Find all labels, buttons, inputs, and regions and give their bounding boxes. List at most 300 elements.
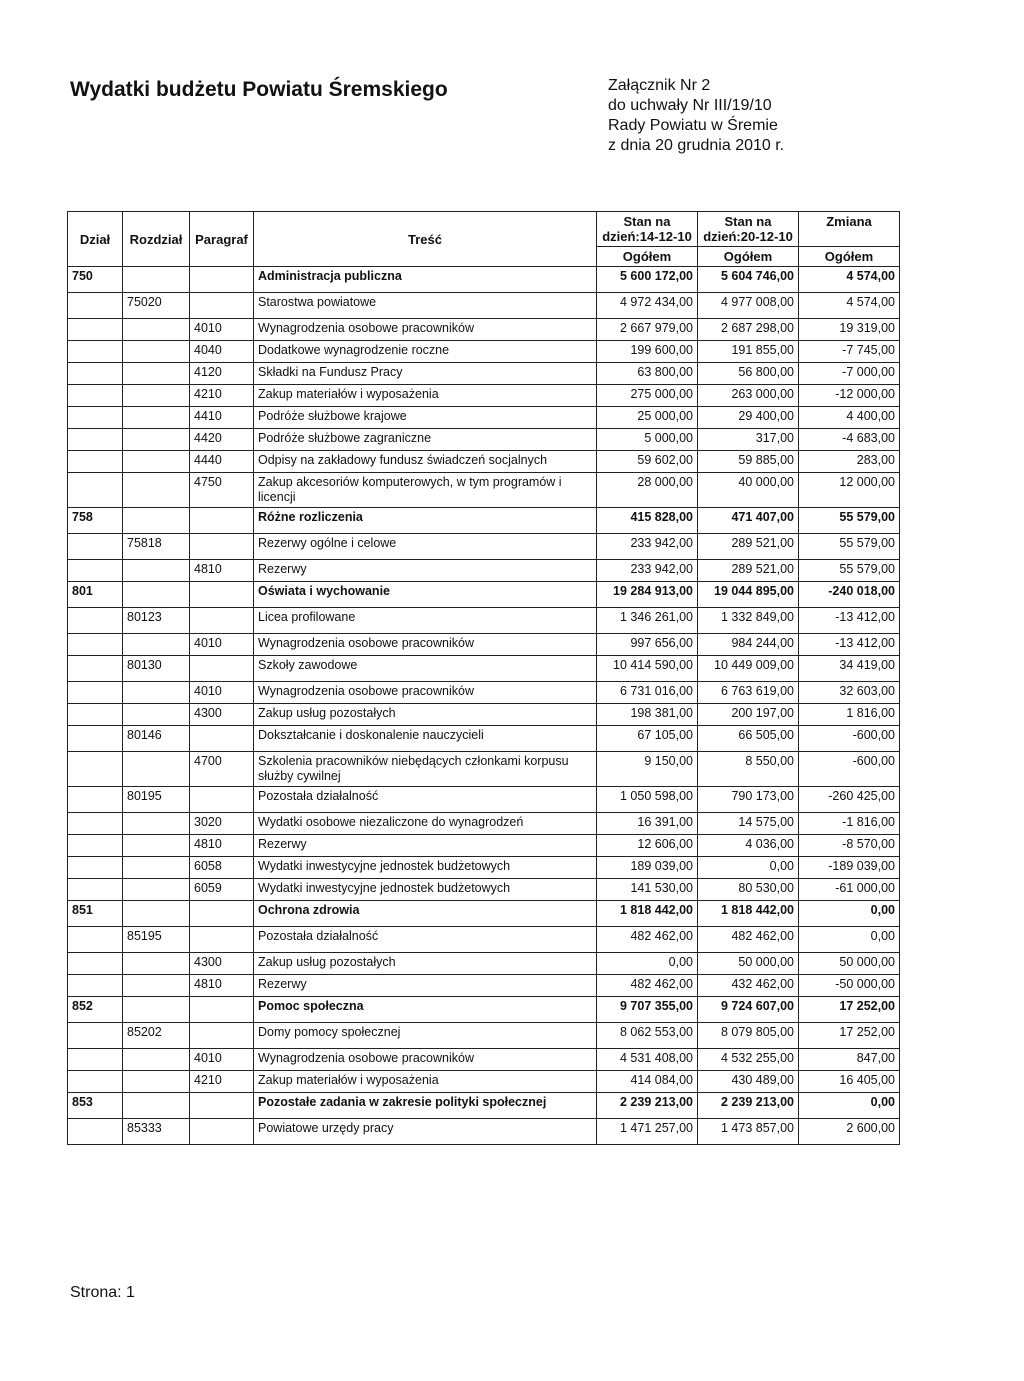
zmiana-cell: -189 039,00 [799, 857, 900, 879]
dzial-row [68, 1093, 900, 1119]
paragraf-cell [190, 787, 254, 813]
zmiana-cell: 34 419,00 [799, 656, 900, 682]
paragraf-row [68, 879, 900, 901]
dzial-row [68, 901, 900, 927]
rozdzial-cell [123, 385, 190, 407]
header-ogolem-2: Ogółem [698, 247, 799, 267]
tresc-cell: Odpisy na zakładowy fundusz świadczeń socjalnych [254, 451, 597, 473]
stan-2-cell: 8 079 805,00 [698, 1023, 799, 1049]
paragraf-row [68, 704, 900, 726]
stan-1-cell: 141 530,00 [597, 879, 698, 901]
dzial-row [68, 508, 900, 534]
stan-2-cell: 432 462,00 [698, 975, 799, 997]
header-stan-2 [698, 212, 799, 247]
stan-1-cell: 6 731 016,00 [597, 682, 698, 704]
stan-2-cell: 1 473 857,00 [698, 1119, 799, 1145]
zmiana-cell: 55 579,00 [799, 560, 900, 582]
paragraf-cell: 6058 [190, 857, 254, 879]
tresc-cell: Rezerwy ogólne i celowe [254, 534, 597, 560]
paragraf-cell: 4420 [190, 429, 254, 451]
stan-1-cell: 5 000,00 [597, 429, 698, 451]
paragraf-cell: 4410 [190, 407, 254, 429]
annex-block [608, 76, 784, 156]
header-dzial: Dział [68, 212, 123, 267]
tresc-cell: Starostwa powiatowe [254, 293, 597, 319]
paragraf-cell: 4010 [190, 1049, 254, 1071]
zmiana-cell: -8 570,00 [799, 835, 900, 857]
paragraf-cell [190, 726, 254, 752]
dzial-cell: 801 [68, 582, 123, 608]
stan-2-cell: 200 197,00 [698, 704, 799, 726]
stan-2-cell: 790 173,00 [698, 787, 799, 813]
rozdzial-cell [123, 1071, 190, 1093]
paragraf-cell [190, 656, 254, 682]
zmiana-cell: -7 745,00 [799, 341, 900, 363]
dzial-cell [68, 293, 123, 319]
tresc-cell: Pozostała działalność [254, 787, 597, 813]
zmiana-cell: 4 400,00 [799, 407, 900, 429]
dzial-cell [68, 813, 123, 835]
header-ogolem-3: Ogółem [799, 247, 900, 267]
zmiana-cell: 2 600,00 [799, 1119, 900, 1145]
tresc-cell: Rezerwy [254, 560, 597, 582]
zmiana-cell: 17 252,00 [799, 1023, 900, 1049]
dzial-cell [68, 787, 123, 813]
zmiana-cell: -4 683,00 [799, 429, 900, 451]
tresc-cell: Wynagrodzenia osobowe pracowników [254, 319, 597, 341]
annex-line: Rady Powiatu w Śremie [608, 117, 778, 134]
stan-2-cell: 14 575,00 [698, 813, 799, 835]
paragraf-row [68, 407, 900, 429]
paragraf-cell: 4010 [190, 682, 254, 704]
rozdzial-cell [123, 813, 190, 835]
paragraf-cell: 4300 [190, 953, 254, 975]
stan-1-cell: 233 942,00 [597, 560, 698, 582]
rozdzial-cell: 75818 [123, 534, 190, 560]
rozdzial-cell [123, 582, 190, 608]
budget-rows [68, 267, 900, 1145]
dzial-cell [68, 927, 123, 953]
tresc-cell: Wydatki osobowe niezaliczone do wynagrodzeń [254, 813, 597, 835]
rozdzial-cell: 80195 [123, 787, 190, 813]
stan-2-cell: 10 449 009,00 [698, 656, 799, 682]
stan-1-cell: 198 381,00 [597, 704, 698, 726]
dzial-cell [68, 656, 123, 682]
zmiana-cell: 283,00 [799, 451, 900, 473]
dzial-cell [68, 534, 123, 560]
dzial-cell: 758 [68, 508, 123, 534]
paragraf-row [68, 473, 900, 508]
paragraf-cell: 4010 [190, 319, 254, 341]
page-number: Strona: 1 [70, 1284, 135, 1301]
paragraf-cell [190, 608, 254, 634]
zmiana-cell: 4 574,00 [799, 267, 900, 293]
rozdzial-row [68, 1023, 900, 1049]
tresc-cell: Szkolenia pracowników niebędących członkami korpusu służby cywilnej [254, 752, 597, 787]
rozdzial-cell [123, 704, 190, 726]
zmiana-cell: -240 018,00 [799, 582, 900, 608]
rozdzial-cell [123, 975, 190, 997]
stan-2-cell: 4 532 255,00 [698, 1049, 799, 1071]
paragraf-row [68, 560, 900, 582]
dzial-cell [68, 857, 123, 879]
paragraf-cell [190, 508, 254, 534]
dzial-cell [68, 451, 123, 473]
stan-2-cell: 8 550,00 [698, 752, 799, 787]
paragraf-row [68, 953, 900, 975]
zmiana-cell: 12 000,00 [799, 473, 900, 508]
dzial-cell [68, 704, 123, 726]
rozdzial-cell [123, 901, 190, 927]
rozdzial-cell [123, 857, 190, 879]
dzial-cell [68, 1119, 123, 1145]
rozdzial-row [68, 293, 900, 319]
paragraf-row [68, 634, 900, 656]
tresc-cell: Rezerwy [254, 835, 597, 857]
stan-1-cell: 482 462,00 [597, 975, 698, 997]
rozdzial-cell: 85333 [123, 1119, 190, 1145]
dzial-cell [68, 319, 123, 341]
stan-1-cell: 189 039,00 [597, 857, 698, 879]
document-title: Wydatki budżetu Powiatu Śremskiego [70, 78, 448, 101]
rozdzial-cell [123, 1049, 190, 1071]
zmiana-cell: 55 579,00 [799, 534, 900, 560]
dzial-cell [68, 363, 123, 385]
rozdzial-cell [123, 508, 190, 534]
dzial-row [68, 267, 900, 293]
stan-1-cell: 25 000,00 [597, 407, 698, 429]
header-zmiana: Zmiana [799, 212, 900, 247]
rozdzial-cell [123, 1093, 190, 1119]
paragraf-row [68, 752, 900, 787]
paragraf-cell: 4120 [190, 363, 254, 385]
stan-1-cell: 2 239 213,00 [597, 1093, 698, 1119]
stan-2-cell: 56 800,00 [698, 363, 799, 385]
zmiana-cell: -1 816,00 [799, 813, 900, 835]
header-paragraf: Paragraf [190, 212, 254, 267]
tresc-cell: Wynagrodzenia osobowe pracowników [254, 682, 597, 704]
zmiana-cell: -260 425,00 [799, 787, 900, 813]
stan-2-cell: 59 885,00 [698, 451, 799, 473]
rozdzial-row [68, 1119, 900, 1145]
header-rozdzial: Rozdział [123, 212, 190, 267]
stan-1-cell: 997 656,00 [597, 634, 698, 656]
stan-2-cell: 1 818 442,00 [698, 901, 799, 927]
stan-1-cell: 275 000,00 [597, 385, 698, 407]
tresc-cell: Zakup materiałów i wyposażenia [254, 1071, 597, 1093]
paragraf-row [68, 385, 900, 407]
stan-1-cell: 28 000,00 [597, 473, 698, 508]
tresc-cell: Ochrona zdrowia [254, 901, 597, 927]
header-stan-1-label: Stan na [623, 214, 671, 229]
stan-1-cell: 4 531 408,00 [597, 1049, 698, 1071]
stan-1-cell: 16 391,00 [597, 813, 698, 835]
dzial-cell [68, 752, 123, 787]
rozdzial-cell: 80123 [123, 608, 190, 634]
paragraf-cell: 4810 [190, 975, 254, 997]
tresc-cell: Powiatowe urzędy pracy [254, 1119, 597, 1145]
paragraf-row [68, 813, 900, 835]
dzial-cell [68, 608, 123, 634]
tresc-cell: Dokształcanie i doskonalenie nauczycieli [254, 726, 597, 752]
stan-2-cell: 80 530,00 [698, 879, 799, 901]
stan-1-cell: 9 150,00 [597, 752, 698, 787]
stan-1-cell: 19 284 913,00 [597, 582, 698, 608]
dzial-cell: 851 [68, 901, 123, 927]
annex-line: do uchwały Nr III/19/10 [608, 97, 772, 114]
stan-2-cell: 4 036,00 [698, 835, 799, 857]
dzial-cell [68, 835, 123, 857]
zmiana-cell: 847,00 [799, 1049, 900, 1071]
tresc-cell: Wydatki inwestycyjne jednostek budżetowych [254, 879, 597, 901]
stan-1-cell: 67 105,00 [597, 726, 698, 752]
dzial-row [68, 997, 900, 1023]
rozdzial-row [68, 656, 900, 682]
stan-1-cell: 414 084,00 [597, 1071, 698, 1093]
stan-2-cell: 9 724 607,00 [698, 997, 799, 1023]
dzial-cell [68, 429, 123, 451]
zmiana-cell: 17 252,00 [799, 997, 900, 1023]
dzial-cell [68, 975, 123, 997]
zmiana-cell: 32 603,00 [799, 682, 900, 704]
paragraf-row [68, 1071, 900, 1093]
tresc-cell: Wynagrodzenia osobowe pracowników [254, 634, 597, 656]
stan-1-cell: 482 462,00 [597, 927, 698, 953]
dzial-cell [68, 634, 123, 656]
stan-2-cell: 1 332 849,00 [698, 608, 799, 634]
rozdzial-cell: 80130 [123, 656, 190, 682]
paragraf-row [68, 341, 900, 363]
rozdzial-cell [123, 473, 190, 508]
paragraf-cell: 4700 [190, 752, 254, 787]
zmiana-cell: -600,00 [799, 752, 900, 787]
paragraf-cell: 6059 [190, 879, 254, 901]
zmiana-cell: -50 000,00 [799, 975, 900, 997]
tresc-cell: Rezerwy [254, 975, 597, 997]
dzial-cell [68, 1023, 123, 1049]
paragraf-row [68, 1049, 900, 1071]
stan-2-cell: 66 505,00 [698, 726, 799, 752]
tresc-cell: Pozostała działalność [254, 927, 597, 953]
paragraf-cell: 4750 [190, 473, 254, 508]
stan-2-cell: 29 400,00 [698, 407, 799, 429]
dzial-cell: 853 [68, 1093, 123, 1119]
rozdzial-cell: 80146 [123, 726, 190, 752]
stan-1-cell: 8 062 553,00 [597, 1023, 698, 1049]
stan-1-cell: 12 606,00 [597, 835, 698, 857]
tresc-cell: Wydatki inwestycyjne jednostek budżetowych [254, 857, 597, 879]
zmiana-cell: 0,00 [799, 1093, 900, 1119]
rozdzial-cell [123, 879, 190, 901]
header-stan-1 [597, 212, 698, 247]
paragraf-cell: 4810 [190, 835, 254, 857]
stan-2-cell: 4 977 008,00 [698, 293, 799, 319]
paragraf-cell [190, 927, 254, 953]
stan-2-cell: 2 239 213,00 [698, 1093, 799, 1119]
stan-2-cell: 5 604 746,00 [698, 267, 799, 293]
stan-1-cell: 415 828,00 [597, 508, 698, 534]
stan-2-cell: 984 244,00 [698, 634, 799, 656]
zmiana-cell: 16 405,00 [799, 1071, 900, 1093]
budget-table [67, 211, 900, 1145]
paragraf-row [68, 857, 900, 879]
stan-1-cell: 1 471 257,00 [597, 1119, 698, 1145]
stan-1-cell: 59 602,00 [597, 451, 698, 473]
stan-2-cell: 191 855,00 [698, 341, 799, 363]
rozdzial-cell [123, 682, 190, 704]
zmiana-cell: 1 816,00 [799, 704, 900, 726]
zmiana-cell: -13 412,00 [799, 634, 900, 656]
tresc-cell: Dodatkowe wynagrodzenie roczne [254, 341, 597, 363]
tresc-cell: Podróże służbowe krajowe [254, 407, 597, 429]
dzial-cell [68, 879, 123, 901]
rozdzial-cell [123, 835, 190, 857]
zmiana-cell: -61 000,00 [799, 879, 900, 901]
rozdzial-cell [123, 267, 190, 293]
stan-2-cell: 317,00 [698, 429, 799, 451]
dzial-row [68, 582, 900, 608]
tresc-cell: Domy pomocy społecznej [254, 1023, 597, 1049]
paragraf-cell [190, 901, 254, 927]
tresc-cell: Zakup materiałów i wyposażenia [254, 385, 597, 407]
rozdzial-cell [123, 752, 190, 787]
paragraf-row [68, 319, 900, 341]
stan-1-cell: 1 346 261,00 [597, 608, 698, 634]
zmiana-cell: 0,00 [799, 901, 900, 927]
paragraf-row [68, 429, 900, 451]
paragraf-cell [190, 1093, 254, 1119]
stan-2-cell: 430 489,00 [698, 1071, 799, 1093]
tresc-cell: Zakup usług pozostałych [254, 953, 597, 975]
rozdzial-cell [123, 407, 190, 429]
dzial-cell [68, 407, 123, 429]
zmiana-cell: 19 319,00 [799, 319, 900, 341]
paragraf-cell [190, 1119, 254, 1145]
paragraf-row [68, 835, 900, 857]
zmiana-cell: 0,00 [799, 927, 900, 953]
tresc-cell: Licea profilowane [254, 608, 597, 634]
tresc-cell: Administracja publiczna [254, 267, 597, 293]
paragraf-cell: 4300 [190, 704, 254, 726]
dzial-cell [68, 1049, 123, 1071]
rozdzial-cell [123, 451, 190, 473]
stan-1-cell: 2 667 979,00 [597, 319, 698, 341]
header-tresc: Treść [254, 212, 597, 267]
header-stan-2-label: Stan na [724, 214, 772, 229]
rozdzial-cell [123, 363, 190, 385]
stan-2-cell: 19 044 895,00 [698, 582, 799, 608]
tresc-cell: Podróże służbowe zagraniczne [254, 429, 597, 451]
rozdzial-cell [123, 634, 190, 656]
dzial-cell [68, 473, 123, 508]
stan-2-cell: 482 462,00 [698, 927, 799, 953]
paragraf-cell: 3020 [190, 813, 254, 835]
stan-1-cell: 9 707 355,00 [597, 997, 698, 1023]
stan-1-cell: 233 942,00 [597, 534, 698, 560]
tresc-cell: Składki na Fundusz Pracy [254, 363, 597, 385]
stan-2-cell: 471 407,00 [698, 508, 799, 534]
rozdzial-row [68, 608, 900, 634]
rozdzial-cell: 85202 [123, 1023, 190, 1049]
dzial-cell [68, 682, 123, 704]
stan-2-cell: 289 521,00 [698, 534, 799, 560]
rozdzial-cell: 85195 [123, 927, 190, 953]
tresc-cell: Zakup akcesoriów komputerowych, w tym programów i licencji [254, 473, 597, 508]
stan-2-cell: 6 763 619,00 [698, 682, 799, 704]
zmiana-cell: -7 000,00 [799, 363, 900, 385]
paragraf-cell [190, 293, 254, 319]
zmiana-cell: -13 412,00 [799, 608, 900, 634]
tresc-cell: Zakup usług pozostałych [254, 704, 597, 726]
rozdzial-row [68, 787, 900, 813]
tresc-cell: Wynagrodzenia osobowe pracowników [254, 1049, 597, 1071]
dzial-cell [68, 385, 123, 407]
dzial-cell [68, 1071, 123, 1093]
stan-2-cell: 40 000,00 [698, 473, 799, 508]
paragraf-row [68, 363, 900, 385]
zmiana-cell: 55 579,00 [799, 508, 900, 534]
rozdzial-cell [123, 560, 190, 582]
paragraf-cell: 4440 [190, 451, 254, 473]
rozdzial-cell [123, 953, 190, 975]
paragraf-cell: 4810 [190, 560, 254, 582]
paragraf-row [68, 975, 900, 997]
stan-2-cell: 50 000,00 [698, 953, 799, 975]
stan-1-cell: 1 050 598,00 [597, 787, 698, 813]
dzial-cell: 750 [68, 267, 123, 293]
rozdzial-row [68, 927, 900, 953]
paragraf-cell [190, 1023, 254, 1049]
paragraf-cell [190, 582, 254, 608]
header-ogolem-1: Ogółem [597, 247, 698, 267]
rozdzial-cell [123, 997, 190, 1023]
stan-1-cell: 10 414 590,00 [597, 656, 698, 682]
rozdzial-cell [123, 341, 190, 363]
dzial-cell: 852 [68, 997, 123, 1023]
tresc-cell: Szkoły zawodowe [254, 656, 597, 682]
stan-1-cell: 199 600,00 [597, 341, 698, 363]
tresc-cell: Oświata i wychowanie [254, 582, 597, 608]
rozdzial-cell [123, 319, 190, 341]
dzial-cell [68, 341, 123, 363]
paragraf-cell: 4210 [190, 1071, 254, 1093]
tresc-cell: Pozostałe zadania w zakresie polityki społecznej [254, 1093, 597, 1119]
rozdzial-cell [123, 429, 190, 451]
stan-1-cell: 0,00 [597, 953, 698, 975]
paragraf-cell: 4040 [190, 341, 254, 363]
zmiana-cell: -12 000,00 [799, 385, 900, 407]
paragraf-cell [190, 267, 254, 293]
tresc-cell: Różne rozliczenia [254, 508, 597, 534]
paragraf-row [68, 451, 900, 473]
rozdzial-cell: 75020 [123, 293, 190, 319]
stan-1-cell: 5 600 172,00 [597, 267, 698, 293]
dzial-cell [68, 560, 123, 582]
dzial-cell [68, 953, 123, 975]
paragraf-cell [190, 997, 254, 1023]
stan-2-cell: 263 000,00 [698, 385, 799, 407]
rozdzial-row [68, 726, 900, 752]
tresc-cell: Pomoc społeczna [254, 997, 597, 1023]
dzial-cell [68, 726, 123, 752]
paragraf-cell: 4210 [190, 385, 254, 407]
paragraf-row [68, 682, 900, 704]
zmiana-cell: -600,00 [799, 726, 900, 752]
header-stan-1-date: dzień:14-12-10 [602, 229, 692, 244]
annex-line: z dnia 20 grudnia 2010 r. [608, 137, 785, 154]
stan-1-cell: 63 800,00 [597, 363, 698, 385]
annex-line: Załącznik Nr 2 [608, 77, 711, 94]
